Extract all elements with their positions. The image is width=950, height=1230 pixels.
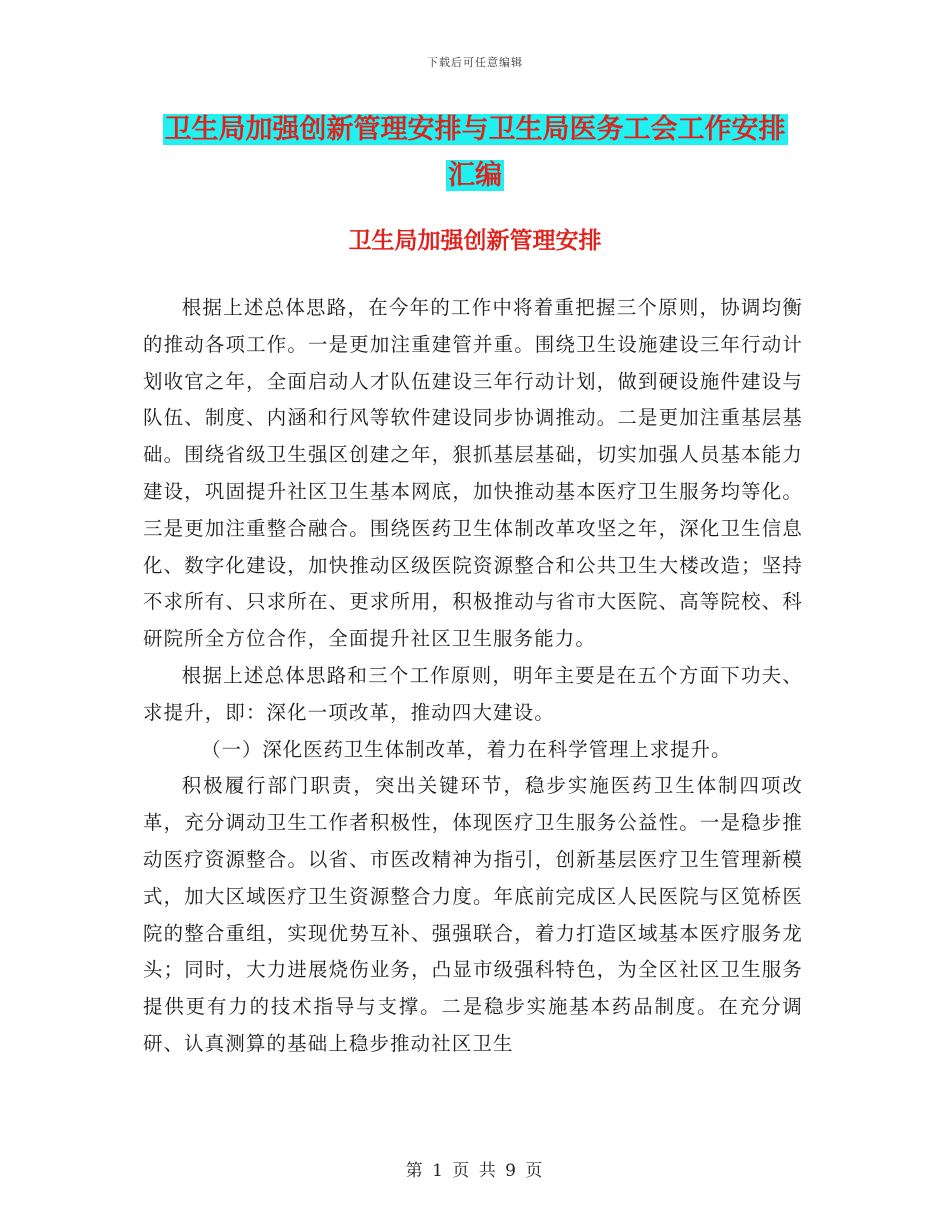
paragraph-3-heading: （一）深化医药卫生体制改革，着力在科学管理上求提升。: [201, 737, 732, 761]
main-title-line-2-text: 汇编: [448, 160, 502, 191]
body-text: [143, 290, 803, 1063]
section-title: 卫生局加强创新管理安排: [348, 227, 602, 254]
main-title-line-1: [0, 110, 950, 150]
paragraph-1: 根据上述总体思路，在今年的工作中将着重把握三个原则，协调均衡的推动各项工作。一是更加注重建管并重。围绕卫生设施建设三年行动计划收官之年，全面启动人才队伍建设三年行动计划，做到硬设施件建设与队伍、制度、内涵和行风等软件建设同步协调推动。二是更加注重基层基础。围绕省级卫生强区创建之年，狠抓基层基础，切实加强人员基本能力建设，巩固提升社区卫生基本网底，加快推动基本医疗卫生服务均等化。三是更加注重整合融合。围绕医药卫生体制改革攻坚之年，深化卫生信息化、数字化建设，加快推动区级医院资源整合和公共卫生大楼改造；坚持不求所有、只求所在、更求所用，积极推动与省市大医院、高等院校、科研院所全方位合作，全面提升社区卫生服务能力。: [143, 296, 803, 651]
page-footer: 第 1 页 共 9 页: [405, 1161, 545, 1181]
header-note: 下载后可任意编辑: [427, 56, 523, 69]
paragraph-4: 积极履行部门职责，突出关键环节，稳步实施医药卫生体制四项改革，充分调动卫生工作者积极性，体现医疗卫生服务公益性。一是稳步推动医疗资源整合。以省、市医改精神为指引，创新基层医疗卫生管理新模式，加大区域医疗卫生资源整合力度。年底前完成区人民医院与区笕桥医院的整合重组，实现优势互补、强强联合，着力打造区域基本医疗服务龙头；同时，大力进展烧伤业务，凸显市级强科特色，为全区社区卫生服务提供更有力的技术指导与支撑。二是稳步实施基本药品制度。在充分调研、认真测算的基础上稳步推动社区卫生: [143, 774, 803, 1055]
paragraph-2: 根据上述总体思路和三个工作原则，明年主要是在五个方面下功夫、求提升，即：深化一项改革，推动四大建设。: [143, 663, 803, 724]
main-title-line-1-text: 卫生局加强创新管理安排与卫生局医务工会工作安排: [164, 114, 786, 145]
main-title-line-2: [0, 156, 950, 196]
